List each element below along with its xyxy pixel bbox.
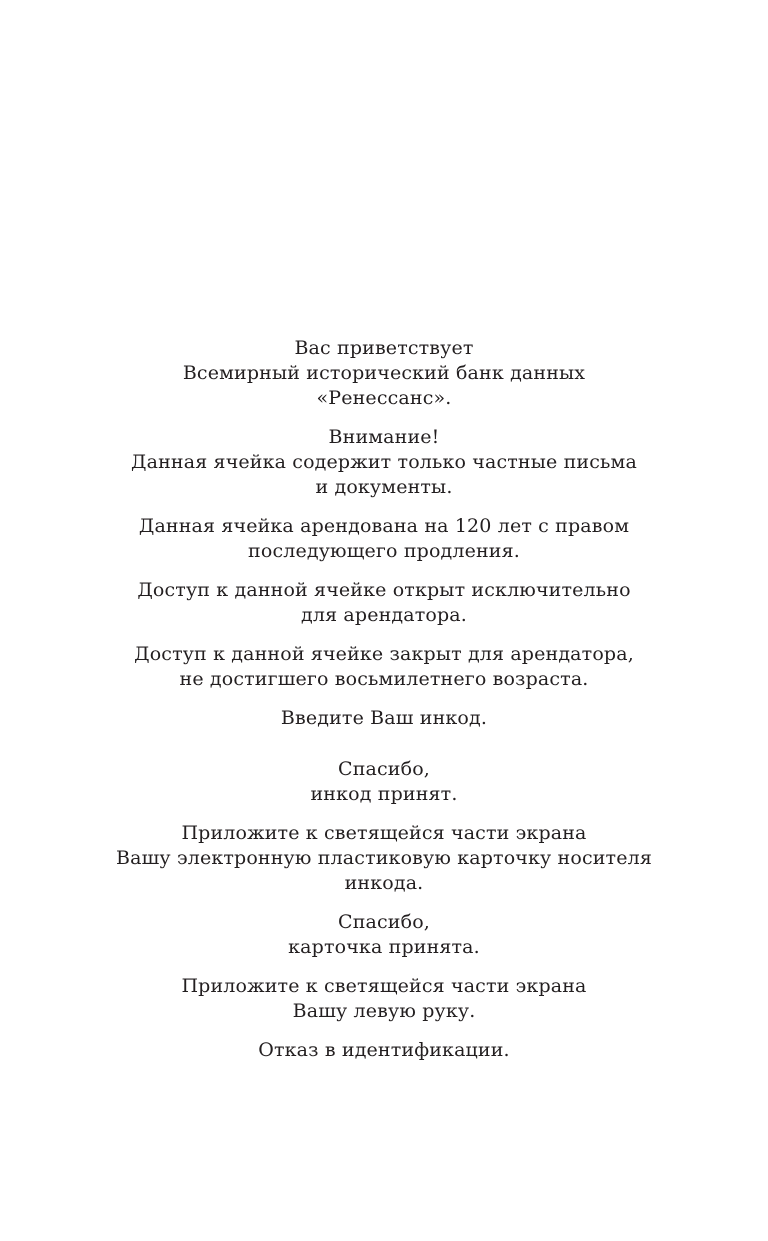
text-line: инкода. bbox=[344, 872, 424, 894]
text-line: карточка принята. bbox=[288, 936, 480, 958]
text-line: «Ренессанс». bbox=[316, 387, 452, 409]
paragraph-enter-code bbox=[0, 706, 768, 731]
paragraph-access-closed bbox=[0, 642, 768, 692]
text-line: Спасибо, bbox=[338, 911, 430, 933]
document-body bbox=[0, 336, 768, 1077]
text-line: Всемирный исторический банк данных bbox=[182, 362, 586, 384]
text-line: Приложите к светящейся части экрана bbox=[181, 975, 587, 997]
text-line: Данная ячейка содержит только частные письма bbox=[131, 451, 637, 473]
text-line: не достигшего восьмилетнего возраста. bbox=[179, 668, 589, 690]
text-line: Введите Ваш инкод. bbox=[280, 707, 488, 729]
paragraph-lease bbox=[0, 514, 768, 564]
text-line: для арендатора. bbox=[301, 604, 467, 626]
paragraph-apply-hand bbox=[0, 974, 768, 1024]
paragraph-warning bbox=[0, 425, 768, 500]
text-line: последующего продления. bbox=[248, 540, 520, 562]
text-line: Отказ в идентификации. bbox=[258, 1039, 510, 1061]
paragraph-welcome bbox=[0, 336, 768, 411]
text-line: Вашу электронную пластиковую карточку носителя bbox=[116, 847, 652, 869]
paragraph-access-open bbox=[0, 578, 768, 628]
text-line: Внимание! bbox=[328, 426, 440, 448]
text-line: Доступ к данной ячейке закрыт для арендатора, bbox=[134, 643, 634, 665]
text-line: Вашу левую руку. bbox=[292, 1000, 476, 1022]
text-line: и документы. bbox=[315, 476, 453, 498]
text-line: Доступ к данной ячейке открыт исключительно bbox=[137, 579, 631, 601]
paragraph-identification-denied bbox=[0, 1038, 768, 1063]
paragraph-apply-card bbox=[0, 821, 768, 896]
text-line: Вас приветствует bbox=[294, 337, 474, 359]
text-line: Приложите к светящейся части экрана bbox=[181, 822, 587, 844]
paragraph-card-accepted bbox=[0, 910, 768, 960]
text-line: инкод принят. bbox=[310, 783, 458, 805]
paragraph-code-accepted bbox=[0, 757, 768, 807]
text-line: Данная ячейка арендована на 120 лет с правом bbox=[138, 515, 630, 537]
text-line: Спасибо, bbox=[338, 758, 430, 780]
